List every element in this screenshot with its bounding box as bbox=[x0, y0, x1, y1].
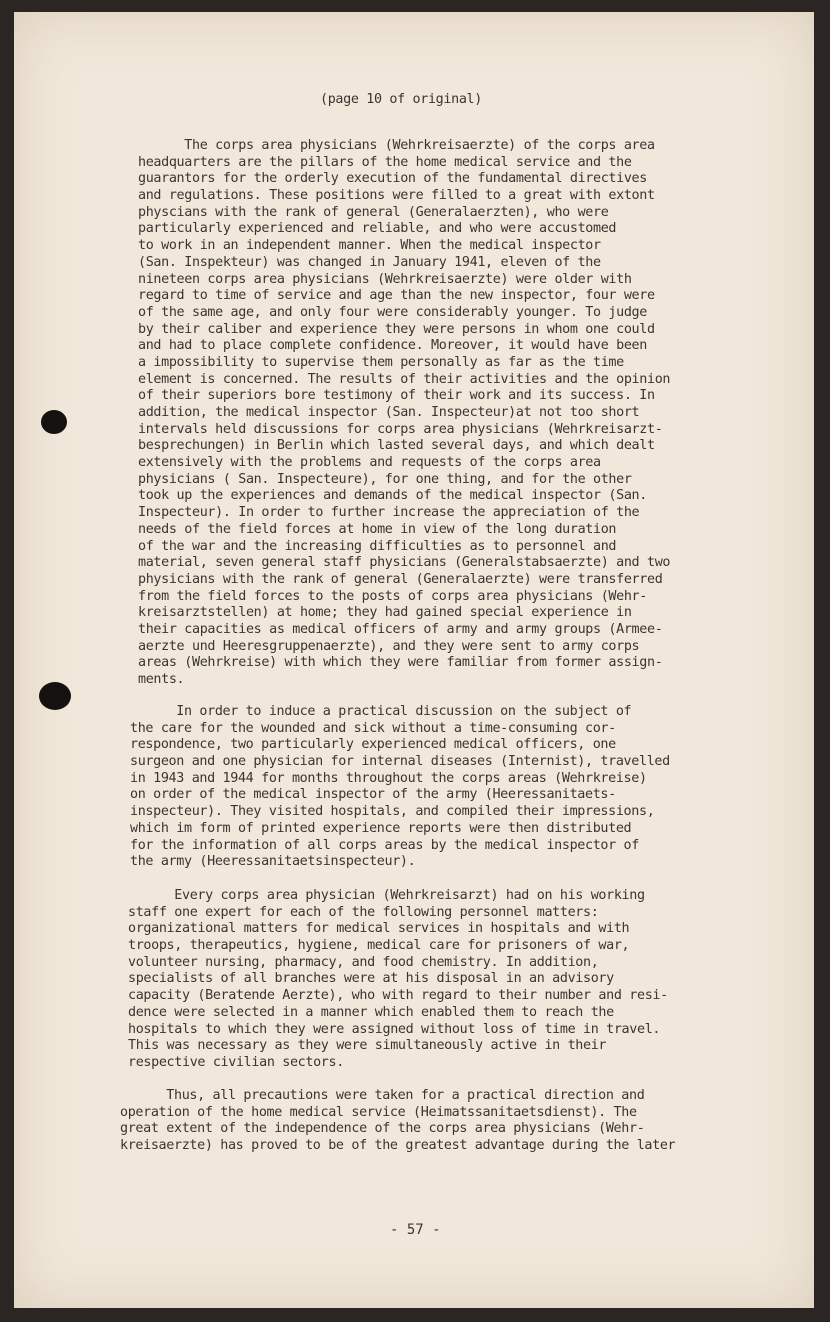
text-line: physicians with the rank of general (Generalaerzte) were transferred bbox=[138, 571, 663, 587]
text-line: respective civilian sectors. bbox=[128, 1054, 344, 1070]
text-line: dence were selected in a manner which enabled them to reach the bbox=[128, 1004, 614, 1020]
text-line: needs of the field forces at home in view of the long duration bbox=[138, 521, 617, 537]
text-line: the care for the wounded and sick without a time-consuming cor- bbox=[130, 720, 616, 736]
paragraph-4 bbox=[120, 1088, 740, 1155]
text-line: besprechungen) in Berlin which lasted several days, and which dealt bbox=[138, 438, 655, 454]
text-line: guarantors for the orderly execution of the fundamental directives bbox=[138, 171, 647, 187]
text-line: (San. Inspekteur) was changed in January 1941, eleven of the bbox=[138, 254, 601, 270]
text-line: inspecteur). They visited hospitals, and compiled their impressions, bbox=[130, 804, 655, 820]
text-line: In order to induce a practical discussion on the subject of bbox=[130, 704, 632, 719]
text-line: capacity (Beratende Aerzte), who with regard to their number and resi- bbox=[128, 988, 668, 1004]
text-line: The corps area physicians (Wehrkreisaerzte) of the corps area bbox=[138, 138, 655, 153]
text-line: in 1943 and 1944 for months throughout the corps areas (Wehrkreise) bbox=[130, 770, 647, 786]
text-line: ments. bbox=[138, 672, 185, 687]
text-line: extensively with the problems and requests of the corps area bbox=[138, 455, 601, 471]
text-line: troops, therapeutics, hygiene, medical care for prisoners of war, bbox=[128, 938, 630, 954]
text-line: of the same age, and only four were considerably younger. To judge bbox=[138, 304, 647, 320]
paragraph-3 bbox=[128, 888, 748, 1072]
text-line: Every corps area physician (Wehrkreisarzt) had on his working bbox=[128, 888, 645, 903]
text-line: material, seven general staff physicians (Generalstabsaerzte) and two bbox=[138, 555, 671, 571]
text-line: This was necessary as they were simultaneously active in their bbox=[128, 1038, 607, 1054]
text-line: Inspecteur). In order to further increase the appreciation of the bbox=[138, 505, 640, 521]
text-line: and regulations. These positions were filled to a great with extont bbox=[138, 188, 655, 204]
punch-hole-bottom bbox=[39, 682, 71, 710]
paragraph-2 bbox=[130, 704, 750, 871]
text-line: and had to place complete confidence. Moreover, it would have been bbox=[138, 338, 647, 354]
text-line: great extent of the independence of the corps area physicians (Wehr- bbox=[120, 1121, 645, 1137]
text-line: nineteen corps area physicians (Wehrkreisaerzte) were older with bbox=[138, 271, 632, 287]
text-line: areas (Wehrkreise) with which they were familiar from former assign- bbox=[138, 655, 663, 671]
text-line: for the information of all corps areas by the medical inspector of bbox=[130, 837, 639, 853]
text-line: the army (Heeressanitaetsinspecteur). bbox=[130, 854, 416, 870]
text-line: by their caliber and experience they were persons in whom one could bbox=[138, 321, 655, 337]
text-line: element is concerned. The results of their activities and the opinion bbox=[138, 371, 671, 387]
text-line: a impossibility to supervise them personally as far as the time bbox=[138, 354, 624, 370]
text-line: of their superiors bore testimony of their work and its success. In bbox=[138, 388, 655, 404]
text-line: physcians with the rank of general (Generalaerzten), who were bbox=[138, 204, 609, 220]
text-line: volunteer nursing, pharmacy, and food chemistry. In addition, bbox=[128, 954, 599, 970]
text-line: kreisaerzte) has proved to be of the greatest advantage during the later bbox=[120, 1138, 676, 1154]
text-line: specialists of all branches were at his disposal in an advisory bbox=[128, 971, 614, 987]
text-line: kreisarztstellen) at home; they had gained special experience in bbox=[138, 605, 632, 621]
text-line: hospitals to which they were assigned without loss of time in travel. bbox=[128, 1021, 661, 1037]
paragraph-1 bbox=[138, 138, 758, 689]
punch-hole-top bbox=[41, 410, 67, 434]
text-line: intervals held discussions for corps area physicians (Wehrkreisarzt- bbox=[138, 421, 663, 437]
text-line: physicians ( San. Inspecteure), for one thing, and for the other bbox=[138, 471, 632, 487]
text-line: Thus, all precautions were taken for a practical direction and bbox=[120, 1088, 645, 1103]
text-line: which im form of printed experience reports were then distributed bbox=[130, 820, 632, 836]
text-line: their capacities as medical officers of army and army groups (Armee- bbox=[138, 621, 663, 637]
text-line: took up the experiences and demands of the medical inspector (San. bbox=[138, 488, 647, 504]
text-line: aerzte und Heeresgruppenaerzte), and they were sent to army corps bbox=[138, 638, 640, 654]
text-line: regard to time of service and age than the new inspector, four were bbox=[138, 288, 655, 304]
text-line: surgeon and one physician for internal diseases (Internist), travelled bbox=[130, 754, 670, 770]
text-line: staff one expert for each of the following personnel matters: bbox=[128, 904, 599, 920]
text-line: particularly experienced and reliable, and who were accustomed bbox=[138, 221, 617, 237]
text-line: from the field forces to the posts of corps area physicians (Wehr- bbox=[138, 588, 647, 604]
text-line: to work in an independent manner. When the medical inspector bbox=[138, 238, 601, 254]
text-line: operation of the home medical service (Heimatssanitaetsdienst). The bbox=[120, 1104, 637, 1120]
page-number: - 57 - bbox=[390, 1222, 441, 1238]
text-line: respondence, two particularly experienced medical officers, one bbox=[130, 737, 616, 753]
text-line: of the war and the increasing difficulties as to personnel and bbox=[138, 538, 617, 554]
page-heading: (page 10 of original) bbox=[320, 92, 482, 107]
text-line: on order of the medical inspector of the army (Heeressanitaets- bbox=[130, 787, 616, 803]
text-line: headquarters are the pillars of the home medical service and the bbox=[138, 154, 632, 170]
text-line: addition, the medical inspector (San. Inspecteur)at not too short bbox=[138, 405, 640, 420]
text-line: organizational matters for medical services in hospitals and with bbox=[128, 921, 630, 937]
